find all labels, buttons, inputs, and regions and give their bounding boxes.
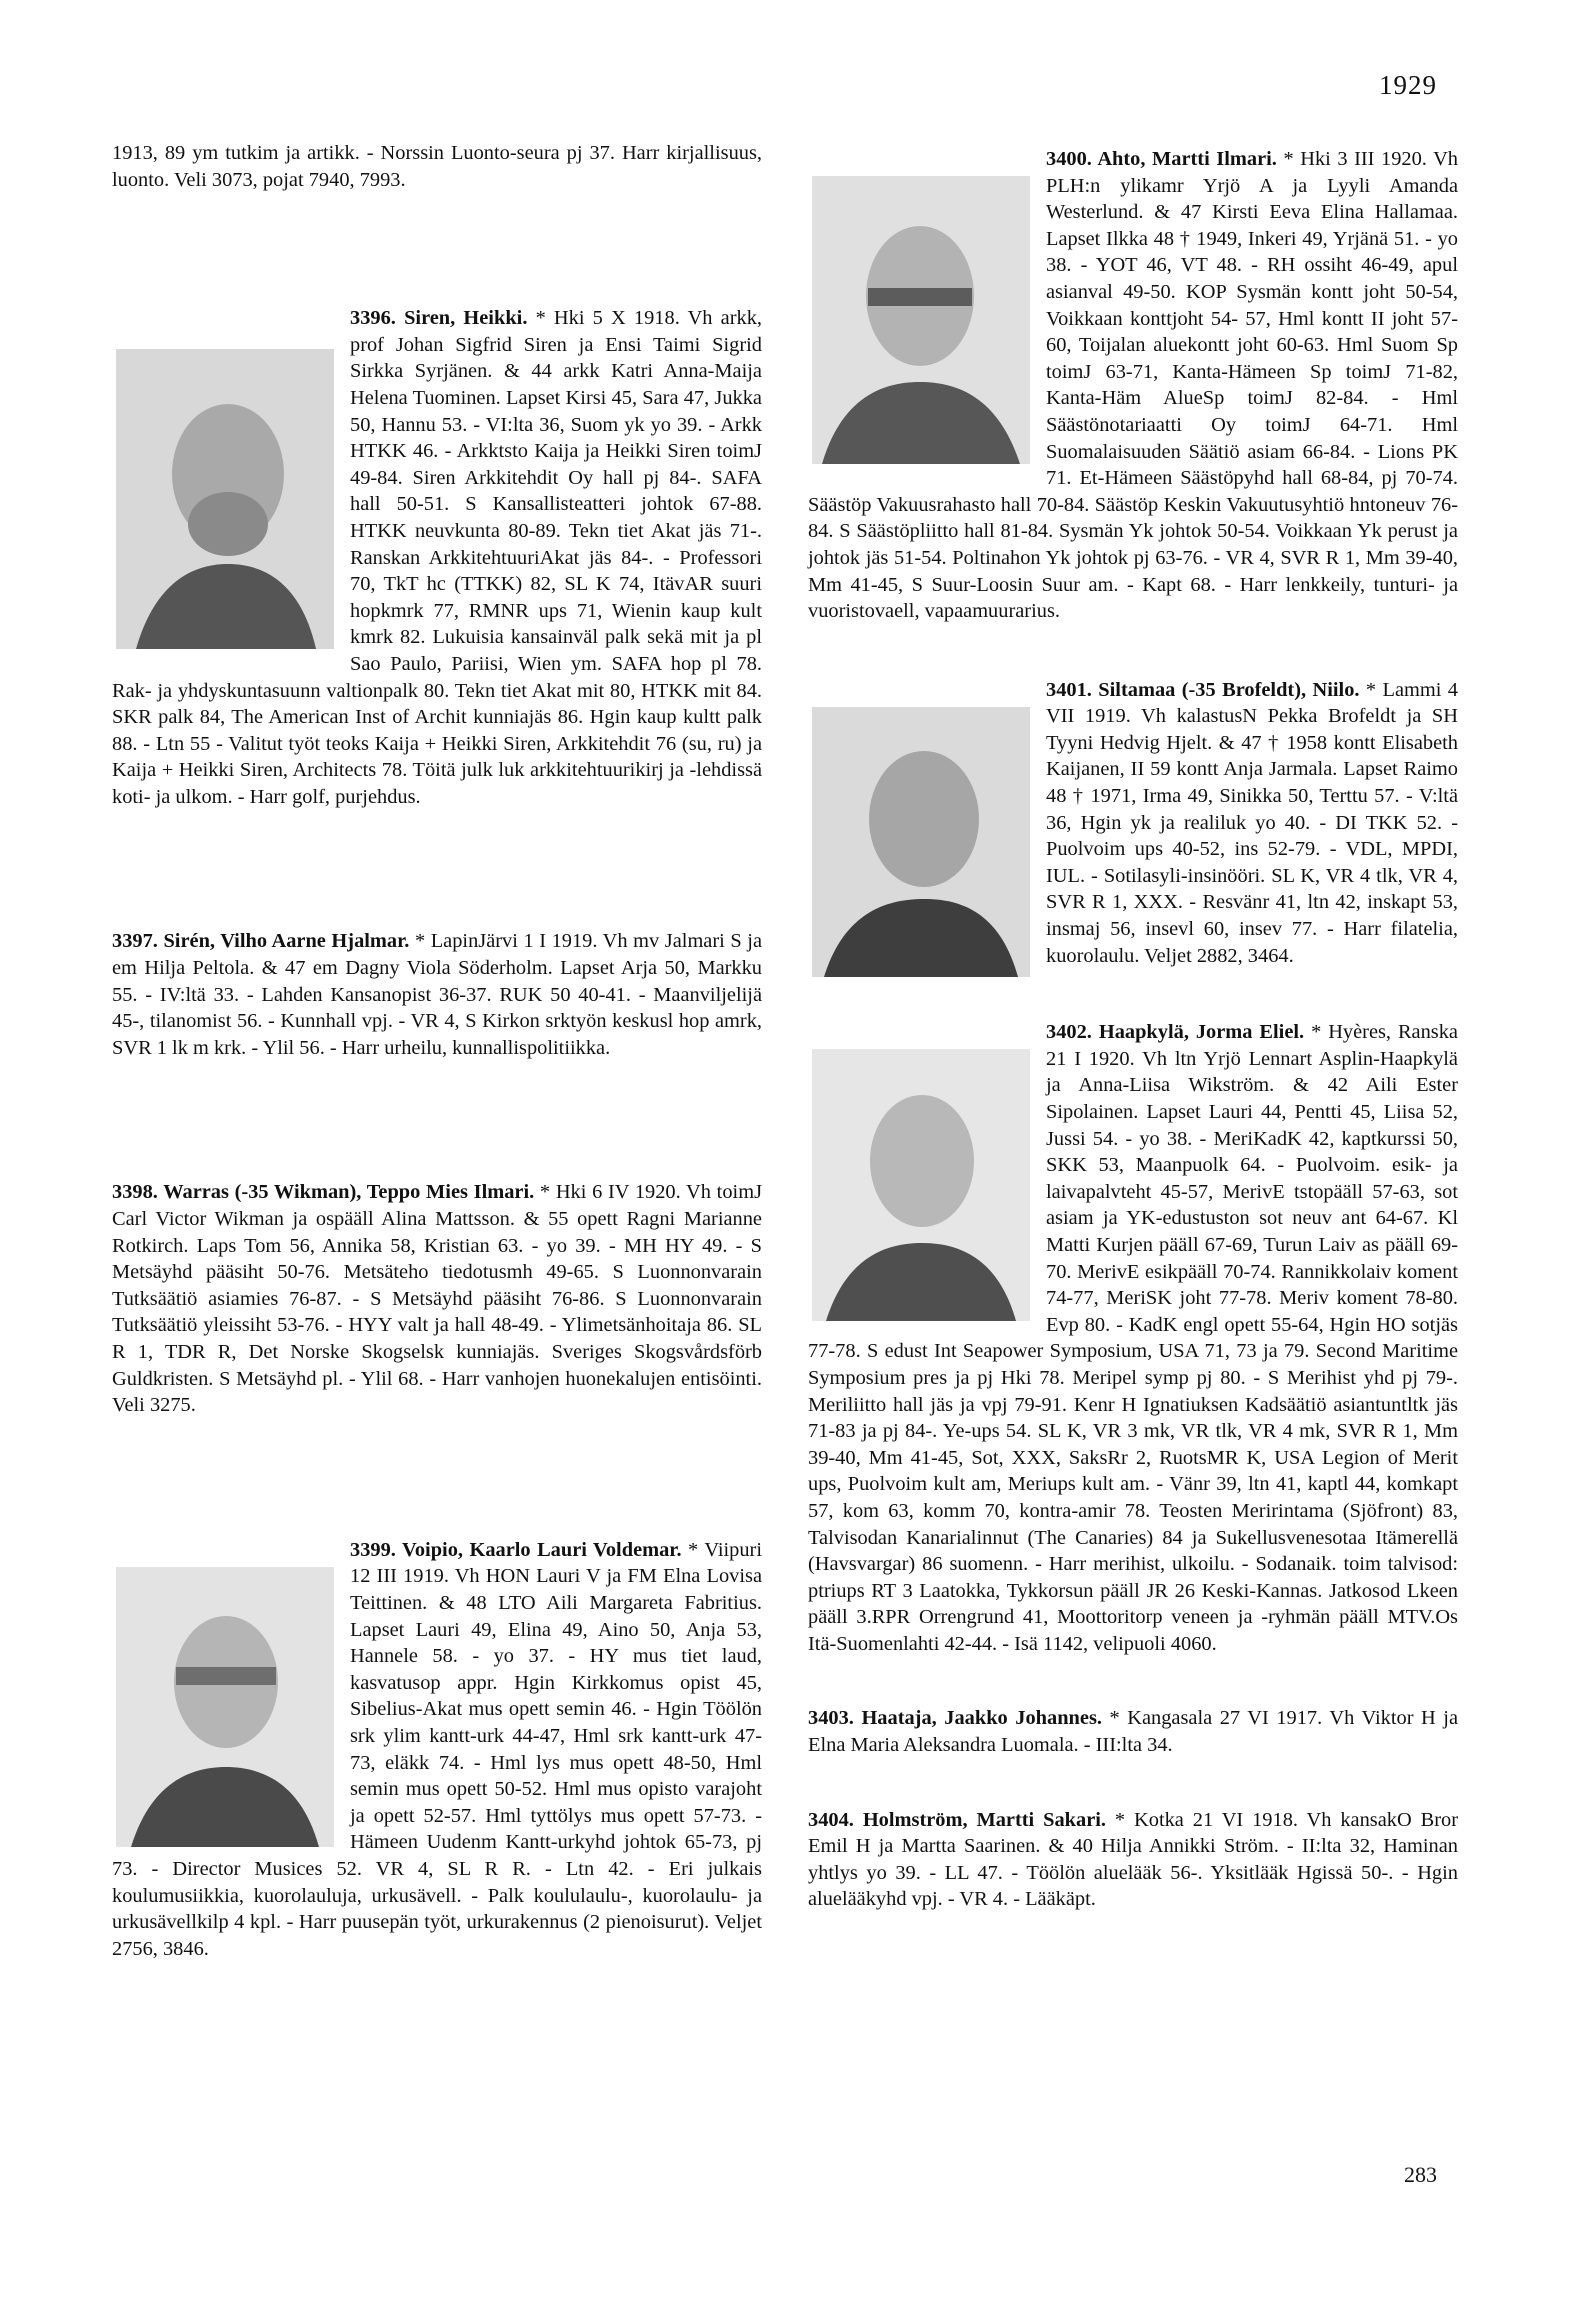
entry-3404 bbox=[808, 1807, 1458, 1913]
continuation-text: 1913, 89 ym tutkim ja artikk. - Norssin Luonto-seura pj 37. Harr kirjallisuus, luonto. Veli 3073, pojat 7940, 7993. bbox=[112, 142, 762, 191]
entry-number: 3402. bbox=[1046, 1021, 1092, 1044]
entry-text: * Viipuri 12 III 1919. Vh HON Lauri V ja FM Elna Lovisa Teittinen. & 48 LTO Aili Margareta Fabritius. Lapset Lauri 49, Elina 49, Aino 50, Anja 53, Hannele 58. - yo 37. - HY mus tiet laud, kasvatusop appr. Hgin Kirkkomus opist 45, Sibelius-Akat mus opett semin 46. - Hgin Töölön srk ylim kantt-urk 44-47, Hml srk kantt-urk 47-73, eläkk 74. - Hml lys mus opett 48-50, Hml semin mus opett 50-52. Hml mus opisto varajoht ja opett 52-57. Hml tyttölys mus opett 57-73. - Hämeen Uudenm Kantt-urkyhd johtok 65-73, pj 73. - Director Musices 52. VR 4, SL R R. - Ltn 42. - Eri julkais koulumusiikkia, kuorolauluja, urkusävell. - Palk koululaulu-, kuorolaulu- ja urkusävellkilp 4 kpl. - Harr puusepän työt, urkurakennus (2 pienoisurut). Veljet 2756, 3846. bbox=[112, 1538, 762, 1960]
entry-number: 3400. bbox=[1046, 148, 1092, 170]
entry-number: 3404. bbox=[808, 1808, 854, 1831]
right-column bbox=[808, 146, 1458, 1959]
entry-text: * Kangasala 27 VI 1917. Vh Viktor H ja Elna Maria Aleksandra Luomala. - III:lta 34. bbox=[808, 1707, 1459, 1757]
entry-name: Haataja, Jaakko Johannes. bbox=[861, 1707, 1102, 1730]
entry-text: * Kotka 21 VI 1918. Vh kansakO Bror Emil H ja Martta Saarinen. & 40 Hilja Annikki Ström. - II:lta 32, Haminan yhtlys yo 39. - LL 47. - Töölön aluelääk 56-. Yksitlääk Hgissä 50-. - Hgin aluelääkyhd vpj. - VR 4. - Lääkäpt. bbox=[808, 1808, 1458, 1911]
entry-number: 3401. bbox=[1046, 678, 1092, 701]
entry-name: Haapkylä, Jorma Eliel. bbox=[1098, 1021, 1305, 1044]
entry-heading bbox=[808, 1707, 1102, 1729]
entry-3397 bbox=[112, 928, 762, 1061]
entry-text: * Lammi 4 VII 1919. Vh kalastusN Pekka Brofeldt ja SH Tyyni Hedvig Hjelt. & 47 † 1958 kontt Elisabeth Kaijanen, II 59 kontt Anja Jarmala. Lapset Raimo 48 † 1971, Irma 49, Sinikka 50, Terttu 57. - V:ltä 36, Hgin yk ja realiluk yo 40. - DI TKK 52. - Puolvoim ups 40-52, ins 52-79. - VDL, MPDI, IUL. - Sotilasyli-insinööri. SL K, VR 4 tlk, VR 4, SVR R 1, XXX. - Resvänr 41, ltn 42, inskapt 53, insmaj 56, insevl 60, insev 77. - Harr filatelia, kuorolaulu. Veljet 2882, 3464. bbox=[1046, 678, 1458, 967]
entry-3403 bbox=[808, 1705, 1458, 1758]
entry-heading bbox=[112, 1181, 534, 1203]
portrait-photo bbox=[812, 1049, 1030, 1321]
entry-number: 3403. bbox=[808, 1707, 854, 1730]
entry-text: * Hki 6 IV 1920. Vh toimJ Carl Victor Wikman ja ospääll Alina Mattsson. & 55 opett Ragni Marianne Rotkirch. Laps Tom 56, Annika 58, Kristian 63. - yo 39. - MH HY 49. - S Metsäyhd pääsiht 50-76. Metsäteho tiedotusmh 49-65. S Luonnonvarain Tutksäätiö asiamies 76-87. - S Metsäyhd pääsiht 76-86. S Luonnonvarain Tutksäätiö yleissiht 53-76. - HYY valt ja hall 48-49. - Ylimetsänhoitaja 86. SL R 1, TDR R, Det Norske Skogselsk kunniajäs. Sveriges Skogsvårdsförb Guldkristen. S Metsäyhd pl. - Ylil 68. - Harr vanhojen huonekalujen entisöinti. Veli 3275. bbox=[112, 1181, 763, 1417]
entry-heading bbox=[1046, 1021, 1304, 1043]
entry-heading bbox=[1046, 679, 1360, 701]
entry-heading bbox=[808, 1809, 1106, 1831]
entry-3401 bbox=[808, 677, 1458, 970]
entry-text: * Hki 3 III 1920. Vh PLH:n ylikamr Yrjö A ja Lyyli Amanda Westerlund. & 47 Kirsti Eeva Elina Hallamaa. Lapset Ilkka 48 † 1949, Inkeri 49, Yrjänä 51. - yo 38. - YOT 46, VT 48. - RH ossiht 46-49, apul asianval 49-50. KOP Sysmän kontt joht 50-54, Voikkaan konttjoht 54- 57, Hml kontt II joht 57-60, Toijalan aluekontt joht 60-63. Hml Suom Sp toimJ 63-71, Kanta-Hämeen Sp toimJ 71-82, Kanta-Häm AlueSp toimJ 82-84. - Hml Säästönotariaatti Oy toimJ 64-71. Hml Suomalaisuuden Säätiö asiam 66-84. - Lions PK 71. Et-Hämeen Säästöpyhd hall 68-84, pj 70-74. Säästöp Vakuusrahasto hall 70-84. Säästöp Keskin Vakuutusyhtiö hntoneuv 76-84. S Säästöpliitto hall 81-84. Sysmän Yk johtok 50-54. Voikkaan Yk perust ja johtok jäs 51-54. Poltinahon Yk johtok pj 63-76. - VR 4, SVR R 1, Mm 39-40, Mm 41-45, S Suur-Loosin Suur am. - Kapt 68. - Harr lenkkeily, tunturi- ja vuoristovaell, vapaamuurarius. bbox=[808, 148, 1458, 623]
entry-number: 3398. bbox=[112, 1181, 158, 1204]
portrait-photo bbox=[812, 176, 1030, 464]
page-year: 1929 bbox=[1379, 70, 1437, 100]
portrait-photo bbox=[812, 707, 1030, 977]
entry-heading bbox=[112, 930, 409, 952]
entry-name: Holmström, Martti Sakari. bbox=[862, 1808, 1107, 1831]
entry-name: Siren, Heikki. bbox=[404, 307, 528, 330]
left-column bbox=[112, 140, 762, 2008]
entry-3398 bbox=[112, 1179, 762, 1418]
portrait-photo bbox=[116, 1567, 334, 1847]
portrait-photo bbox=[116, 349, 334, 649]
entry-name: Siltamaa (-35 Brofeldt), Niilo. bbox=[1098, 678, 1360, 701]
entry-name: Ahto, Martti Ilmari. bbox=[1097, 148, 1277, 170]
entry-heading bbox=[350, 307, 527, 329]
entry-heading bbox=[350, 1539, 682, 1561]
entry-text: * LapinJärvi 1 I 1919. Vh mv Jalmari S ja em Hilja Peltola. & 47 em Dagny Viola Söderholm. Lapset Arja 50, Markku 55. - IV:ltä 33. - Lahden Kansanopist 36-37. RUK 50 40-41. - Maanviljelijä 45-, tilanomist 56. - Kunnhall vpj. - VR 4, S Kirkon srktyön keskusl hop amrk, SVR 1 lk m krk. - Ylil 56. - Harr urheilu, kunnallispolitiikka. bbox=[112, 930, 762, 1059]
entry-3402 bbox=[808, 1019, 1458, 1657]
entry-3400 bbox=[808, 146, 1458, 625]
entry-3399 bbox=[112, 1537, 762, 1963]
entry-number: 3399. bbox=[350, 1538, 396, 1561]
entry-text: * Hyères, Ranska 21 I 1920. Vh ltn Yrjö Lennart Asplin-Haapkylä ja Anna-Liisa Wikström. & 42 Aili Ester Sipolainen. Lapset Lauri 44, Pentti 45, Liisa 52, Jussi 54. - yo 38. - MeriKadK 42, kaptkurssi 50, SKK 53, Maanpuolk 64. - Puolvoim. esik- ja laivapalvteht 45-57, MerivE tstopääll 57-63, sot asiam ja YK-edustuston sot neuv ant 64-67. Kl Matti Kurjen pääll 67-69, Turun Laiv as pääll 69-70. MerivE esikpääll 70-74. Rannikkolaiv koment 74-77, MeriSK joht 77-78. Meriv koment 78-80. Evp 80. - KadK engl opett 55-64, Hgin HO sotjäs 77-78. S edust Int Seapower Symposium, USA 71, 73 ja 79. Second Maritime Symposium pres ja pj Hki 78. Meripel symp pj 80. - S Merihist yhd pj 79-. Meriliitto hall jäs ja vpj 79-91. Kenr H Ignatiuksen Kadsäätiö asiantuntltk jäs 71-83 ja pj 84-. Ye-ups 54. SL K, VR 3 mk, VR tlk, VR 4 mk, SVR R 1, Mm 39-40, Mm 41-45, Sot, XXX, SaksRr 2, RuotsMR K, USA Legion of Merit ups, Puolvoim kult am, Meriups kult am. - Vänr 39, ltn 41, kaptl 44, komkapt 57, kom 63, komm 70, kontra-amir 78. Teosten Meririntama (Sjöfront) 83, Talvisodan Kanarialinnut (The Canaries) 84 ja Sukellusvenesotaa Itämerellä (Havsvargar) 86 suomenn. - Harr merihist, ulkoilu. - Sodanaik. toim talvisod: ptriups RT 3 Laatokka, Tykkorsun pääll JR 26 Keski-Kannas. Jatkosod Lkeen pääll 3.RPR Orrengrund 41, Moottoritorp veneen ja -ryhmän pääll MTV.Os Itä-Suomenlahti 42-44. - Isä 1142, velipuoli 4060. bbox=[808, 1021, 1458, 1655]
entry-name: Sirén, Vilho Aarne Hjalmar. bbox=[163, 930, 410, 953]
entry-text: * Hki 5 X 1918. Vh arkk, prof Johan Sigfrid Siren ja Ensi Taimi Sigrid Sirkka Syrjänen. & 44 arkk Katri Anna-Maija Helena Tuominen. Lapset Kirsi 45, Sara 47, Jukka 50, Hannu 53. - VI:lta 36, Suom yk yo 39. - Arkk HTKK 46. - Arkktsto Kaija ja Heikki Siren toimJ 49-84. Siren Arkkitehdit Oy hall pj 84-. SAFA hall 50-51. S Kansallisteatteri johtok 67-88. HTKK neuvkunta 80-89. Tekn tiet Akat jäs 71-. Ranskan ArkkitehtuuriAkat jäs 84-. - Professori 70, TkT hc (TTKK) 82, SL K 74, ItävAR suuri hopkmrk 77, RMNR ups 71, Wienin kaup kult kmrk 82. Lukuisia kansainväl palk sekä mit ja pl Sao Paulo, Pariisi, Wien ym. SAFA hop pl 78. Rak- ja yhdyskuntasuunn valtionpalk 80. Tekn tiet Akat mit 80, HTKK mit 84. SKR palk 84, The American Inst of Archit kunniajäs 86. Hgin kaup kultt palk 88. - Ltn 55 - Valitut työt teoks Kaija + Heikki Siren, Arkkitehdit 76 (su, ru) ja Kaija + Heikki Siren, Architects 78. Töitä julk luk arkkitehtuurikirj ja -lehdissä koti- ja ulkom. - Harr golf, purjehdus. bbox=[112, 307, 762, 808]
entry-number: 3396. bbox=[350, 307, 396, 330]
entry-3396 bbox=[112, 305, 762, 810]
page-number: 283 bbox=[1404, 2162, 1437, 2187]
entry-name: Warras (-35 Wikman), Teppo Mies Ilmari. bbox=[163, 1181, 535, 1204]
entry-name: Voipio, Kaarlo Lauri Voldemar. bbox=[401, 1538, 682, 1561]
entry-number: 3397. bbox=[112, 930, 158, 953]
entry-heading bbox=[1046, 148, 1277, 170]
